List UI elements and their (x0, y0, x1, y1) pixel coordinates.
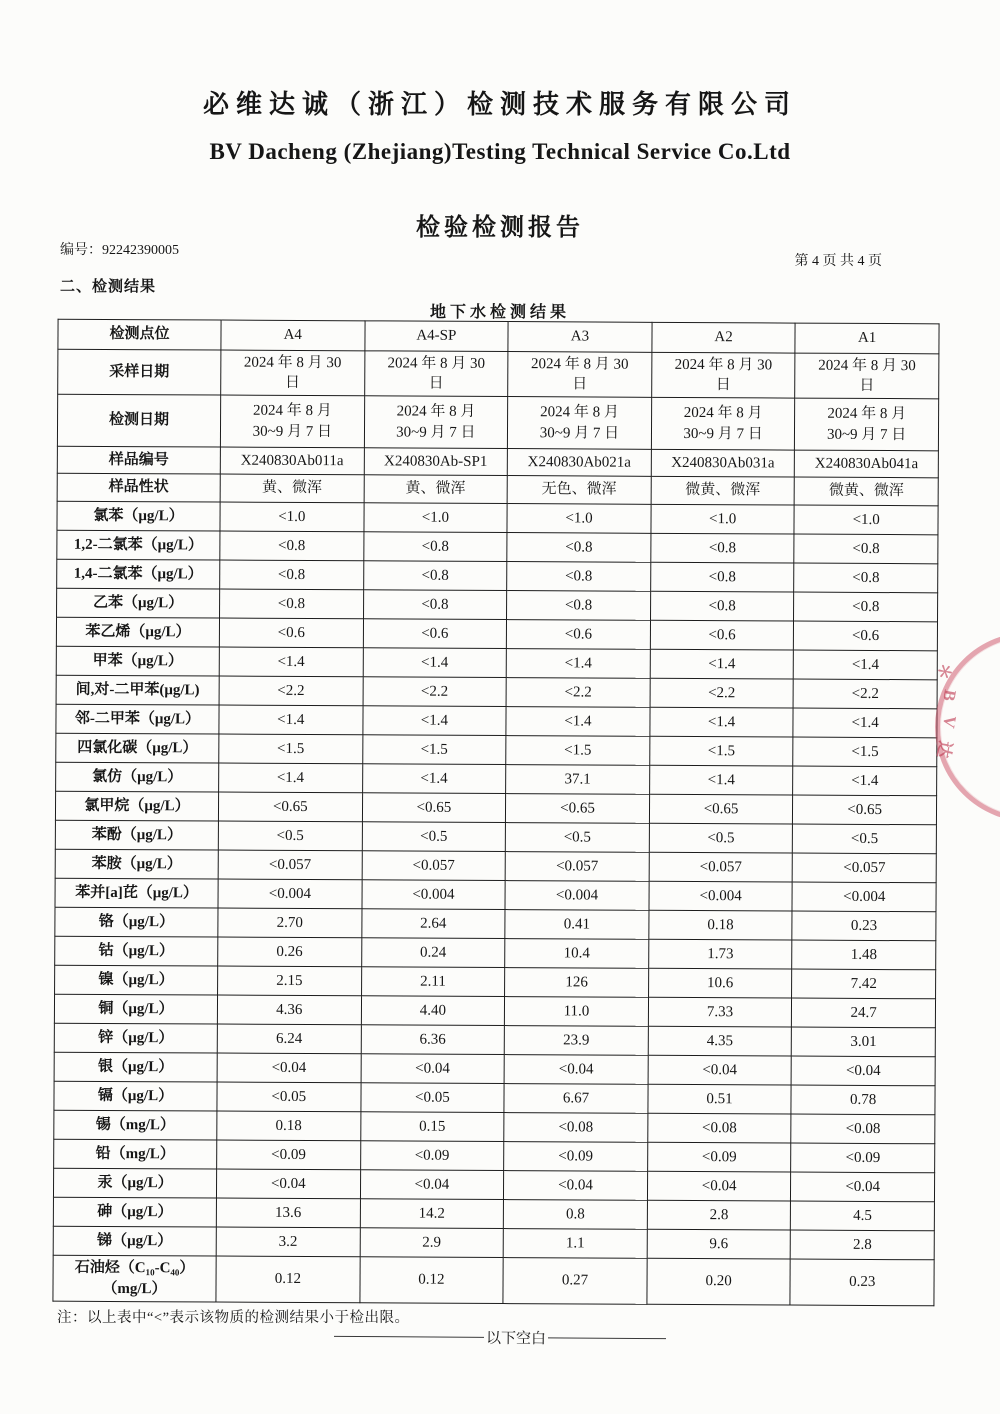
row-label: 检测日期 (57, 394, 220, 447)
table-cell: 126 (505, 968, 649, 998)
table-cell: 0.24 (361, 938, 505, 968)
row-label: 四氯化碳（μg/L） (56, 733, 219, 763)
table-cell: <0.8 (363, 561, 507, 591)
table-cell: <1.4 (362, 764, 506, 794)
table-row (54, 1081, 935, 1115)
table-cell: 10.6 (648, 968, 792, 998)
table-cell: <0.04 (361, 1054, 505, 1084)
table-cell: <0.8 (650, 591, 794, 621)
table-cell: X240830Ab011a (220, 447, 364, 475)
table-row (56, 675, 937, 709)
table-cell: <0.057 (649, 852, 793, 882)
row-label: 砷（μg/L） (53, 1197, 216, 1227)
table-cell: <0.04 (647, 1171, 791, 1201)
row-label: 乙苯（μg/L） (57, 588, 220, 618)
table-cell: <1.5 (362, 735, 506, 765)
row-label: 氯仿（μg/L） (56, 762, 219, 792)
table-row (55, 849, 936, 883)
table-cell: <0.6 (363, 619, 507, 649)
table-cell: <0.65 (649, 794, 793, 824)
table-cell: 1.73 (648, 939, 792, 969)
table-cell: 0.18 (217, 1111, 361, 1141)
table-row (57, 559, 938, 593)
row-label: 检测点位 (58, 319, 221, 350)
table-cell: <0.04 (648, 1055, 792, 1085)
table-cell: X240830Ab021a (507, 449, 651, 477)
row-label: 氯苯（μg/L） (57, 501, 220, 531)
table-cell: <0.05 (217, 1082, 361, 1112)
table-cell: <1.4 (219, 647, 363, 677)
row-label: 镍（μg/L） (55, 965, 218, 995)
table-cell: <0.004 (649, 881, 793, 911)
table-cell: 10.4 (505, 939, 649, 969)
table-cell: A4 (221, 320, 365, 351)
row-label: 石油烃（C₁₀-C₄₀） （mg/L） (53, 1255, 216, 1302)
table-row (53, 1168, 934, 1202)
table-cell: 13.6 (216, 1198, 360, 1228)
row-label: 锌（μg/L） (54, 1023, 217, 1053)
table-cell: 6.36 (361, 1025, 505, 1055)
row-label: 汞（μg/L） (53, 1168, 216, 1198)
table-row (53, 1255, 934, 1306)
table-cell: 0.8 (504, 1200, 648, 1230)
table-row (55, 878, 936, 912)
table-cell: <0.5 (362, 822, 506, 852)
table-cell: <0.057 (505, 852, 649, 882)
table-cell: <0.004 (792, 882, 936, 912)
table-cell: 1.1 (503, 1229, 647, 1259)
table-cell: <0.08 (791, 1114, 935, 1144)
table-cell: <0.04 (360, 1170, 504, 1200)
table-cell: 2024 年 8 月 30 日 (508, 352, 652, 398)
table-cell: 无色、微浑 (507, 476, 651, 505)
table-cell: 2024 年 8 月 30~9 月 7 日 (795, 398, 939, 451)
table-cell: <0.8 (363, 590, 507, 620)
row-label: 1,4-二氯苯（μg/L） (57, 559, 220, 589)
table-cell: 7.42 (792, 969, 936, 999)
table-cell: 0.78 (791, 1085, 935, 1115)
table-cell: <0.04 (217, 1053, 361, 1083)
table-cell: 4.40 (361, 996, 505, 1026)
table-cell: 0.23 (792, 911, 936, 941)
table-cell: <0.8 (507, 562, 651, 592)
table-cell: 2024 年 8 月 30 日 (221, 350, 365, 396)
table-row (58, 319, 939, 354)
stamp-glyph: V (939, 714, 960, 730)
table-cell: <0.8 (794, 592, 938, 622)
table-cell: 37.1 (506, 765, 650, 795)
table-cell: <2.2 (219, 676, 363, 706)
table-cell: <0.8 (507, 533, 651, 563)
table-cell: 0.15 (360, 1112, 504, 1142)
table-cell: <0.08 (648, 1113, 792, 1143)
row-label: 铜（μg/L） (54, 994, 217, 1024)
table-cell: 2.11 (361, 967, 505, 997)
table-cell: X240830Ab041a (795, 450, 939, 478)
table-cell: <0.8 (507, 591, 651, 621)
table-cell: <1.5 (219, 734, 363, 764)
table-cell: <1.4 (650, 707, 794, 737)
table-cell: <0.05 (361, 1083, 505, 1113)
table-row (54, 1052, 935, 1086)
row-label: 邻-二甲苯（μg/L） (56, 704, 219, 734)
table-cell: X240830Ab-SP1 (364, 448, 508, 476)
table-cell: <0.6 (650, 620, 794, 650)
table-cell: <0.004 (505, 881, 649, 911)
table-cell: 11.0 (505, 997, 649, 1027)
table-cell: <0.8 (363, 532, 507, 562)
row-label: 采样日期 (58, 349, 221, 395)
table-row (56, 617, 937, 651)
row-label: 银（μg/L） (54, 1052, 217, 1082)
table-cell: 0.23 (790, 1259, 934, 1306)
table-cell: 黄、微浑 (220, 474, 364, 503)
table-cell: 6.67 (504, 1084, 648, 1114)
table-cell: <0.057 (362, 851, 506, 881)
stamp-glyph: 达 (933, 739, 955, 760)
row-label: 铅（mg/L） (54, 1139, 217, 1169)
table-row (54, 1110, 935, 1144)
table-cell: <2.2 (793, 679, 937, 709)
table-cell: <1.4 (363, 648, 507, 678)
table-cell: <0.65 (793, 795, 937, 825)
table-row (57, 394, 938, 451)
table-cell: <1.4 (794, 650, 938, 680)
table-cell: <1.4 (219, 763, 363, 793)
table-row (54, 994, 935, 1028)
table-cell: 2024 年 8 月 30~9 月 7 日 (220, 395, 364, 448)
table-cell: <0.8 (220, 560, 364, 590)
table-cell: <1.4 (649, 765, 793, 795)
table-cell: 0.51 (648, 1084, 792, 1114)
table-cell: <2.2 (363, 677, 507, 707)
table-row (55, 907, 936, 941)
table-cell: 0.12 (360, 1257, 504, 1304)
table-cell: 2024 年 8 月 30 日 (651, 352, 795, 398)
table-cell: 2.8 (647, 1200, 791, 1230)
table-cell: <1.5 (650, 736, 794, 766)
row-label: 1,2-二氯苯（μg/L） (57, 530, 220, 560)
table-cell: <1.4 (506, 707, 650, 737)
table-row (54, 1023, 935, 1057)
row-label: 苯并[a]芘（μg/L） (55, 878, 218, 908)
table-cell: <1.5 (506, 736, 650, 766)
table-cell: <0.09 (791, 1143, 935, 1173)
table-cell: 3.01 (792, 1027, 936, 1057)
page-indicator: 第 4 页 共 4 页 (794, 254, 882, 269)
table-cell: <0.04 (504, 1055, 648, 1085)
blank-below-label: 以下空白 (485, 1330, 547, 1347)
row-label: 钴（μg/L） (55, 936, 218, 966)
table-cell: 2024 年 8 月 30~9 月 7 日 (651, 397, 795, 450)
table-cell: <1.0 (651, 504, 795, 534)
table-cell: 4.35 (648, 1026, 792, 1056)
table-cell: 4.36 (217, 995, 361, 1025)
table-row (56, 762, 937, 796)
table-cell: <0.6 (794, 621, 938, 651)
table-cell: <0.08 (504, 1113, 648, 1143)
row-label: 苯酚（μg/L） (55, 820, 218, 850)
table-cell: 0.12 (216, 1256, 360, 1303)
table-cell: <1.0 (794, 505, 938, 535)
table-cell: 24.7 (792, 998, 936, 1028)
table-row (53, 1197, 934, 1231)
row-label: 苯胺（μg/L） (55, 849, 218, 879)
row-label: 样品编号 (57, 446, 220, 474)
table-cell: A1 (795, 323, 939, 354)
table-cell: 23.9 (504, 1026, 648, 1056)
row-label: 镉（μg/L） (54, 1081, 217, 1111)
table-cell: 1.48 (792, 940, 936, 970)
row-label: 样品性状 (57, 473, 220, 502)
row-label: 铬（μg/L） (55, 907, 218, 937)
table-cell: 2024 年 8 月 30 日 (795, 353, 939, 399)
table-cell: 微黄、微浑 (794, 477, 938, 506)
table-cell: 黄、微浑 (364, 475, 508, 504)
stamp-glyph: ＊ (933, 661, 955, 682)
table-row (56, 646, 937, 680)
table-row (55, 936, 936, 970)
table-cell: <1.5 (793, 737, 937, 767)
table-cell: <1.4 (793, 766, 937, 796)
table-cell: 2.64 (361, 909, 505, 939)
report-number: 编号：92242390005 (60, 243, 179, 258)
table-cell: <1.0 (507, 504, 651, 534)
table-cell: 2024 年 8 月 30~9 月 7 日 (364, 396, 508, 449)
table-cell: <0.6 (507, 620, 651, 650)
table-note: 注：以上表中“<”表示该物质的检测结果小于检出限。 (57, 1310, 410, 1326)
table-cell: <0.09 (217, 1140, 361, 1170)
table-cell: 0.41 (505, 910, 649, 940)
red-seal-stamp-text (933, 661, 960, 766)
table-cell: <0.8 (651, 533, 795, 563)
right-rule (548, 1337, 666, 1339)
table-cell: <0.09 (360, 1141, 504, 1171)
table-cell: 7.33 (648, 997, 792, 1027)
table-row (55, 965, 936, 999)
table-cell: <0.004 (218, 879, 362, 909)
table-cell: A2 (652, 322, 796, 353)
table-cell: <0.09 (647, 1142, 791, 1172)
table-cell: <0.09 (504, 1142, 648, 1172)
table-cell: <0.5 (649, 823, 793, 853)
table-row (58, 349, 939, 399)
table-cell: <2.2 (650, 678, 794, 708)
table-cell: 3.2 (216, 1227, 360, 1257)
table-row (54, 1139, 935, 1173)
table-cell: <0.8 (220, 531, 364, 561)
table-cell: <0.04 (216, 1169, 360, 1199)
table-cell: <2.2 (506, 678, 650, 708)
blank-below-marker (0, 1323, 1000, 1352)
table-cell: 14.2 (360, 1199, 504, 1229)
table-cell: 0.27 (503, 1258, 647, 1305)
table-row (56, 733, 937, 767)
table-cell: <0.8 (650, 562, 794, 592)
table-cell: <0.04 (791, 1172, 935, 1202)
table-row (56, 704, 937, 738)
table-cell: <1.0 (364, 503, 508, 533)
table-cell: <1.4 (506, 649, 650, 679)
table-cell: <1.0 (220, 502, 364, 532)
table-cell: <1.4 (793, 708, 937, 738)
table-cell: 0.20 (647, 1258, 791, 1305)
row-label: 氯甲烷（μg/L） (55, 791, 218, 821)
table-cell: <0.8 (794, 534, 938, 564)
table-cell: 4.5 (791, 1201, 935, 1231)
results-table-wrap (52, 319, 938, 1307)
table-row (55, 791, 936, 825)
table-cell: <1.4 (650, 649, 794, 679)
table-cell: <0.65 (218, 792, 362, 822)
table-cell: <1.4 (362, 706, 506, 736)
table-cell: <0.8 (220, 589, 364, 619)
table-cell: <0.6 (219, 618, 363, 648)
report-title: 检验检测报告 (416, 215, 584, 241)
table-cell: 2024 年 8 月 30~9 月 7 日 (508, 397, 652, 450)
table-row (55, 820, 936, 854)
stamp-glyph: B (939, 688, 960, 703)
table-cell: A3 (508, 322, 652, 353)
table-cell: <0.04 (791, 1056, 935, 1086)
table-title: 地下水检测结果 (429, 304, 570, 321)
table-cell: 0.26 (218, 937, 362, 967)
table-cell: 0.18 (649, 910, 793, 940)
company-name-en: BV Dacheng (Zhejiang)Testing Technical Service Co.Ltd (209, 139, 791, 164)
table-cell: 9.6 (647, 1229, 791, 1259)
left-rule (334, 1335, 484, 1337)
row-label: 苯乙烯（μg/L） (56, 617, 219, 647)
table-row (53, 1226, 934, 1260)
table-cell: <0.65 (362, 793, 506, 823)
table-cell: <0.8 (794, 563, 938, 593)
table-cell: <0.5 (218, 821, 362, 851)
table-cell: 2.9 (360, 1228, 504, 1258)
table-cell: <0.004 (362, 880, 506, 910)
table-cell: <0.65 (506, 794, 650, 824)
table-cell: 6.24 (217, 1024, 361, 1054)
table-cell: <0.5 (793, 824, 937, 854)
row-label: 间,对-二甲苯(μg/L) (56, 675, 219, 705)
table-cell: 2.8 (791, 1230, 935, 1260)
table-cell: 2024 年 8 月 30 日 (364, 351, 508, 397)
table-cell: <1.4 (219, 705, 363, 735)
row-label: 锡（mg/L） (54, 1110, 217, 1140)
table-cell: <0.057 (218, 850, 362, 880)
section-title: 二、检测结果 (60, 279, 157, 295)
table-row (57, 588, 938, 622)
table-cell: 2.15 (218, 966, 362, 996)
table-cell: <0.057 (793, 853, 937, 883)
company-name-cn: 必维达诚（浙江）检测技术服务有限公司 (202, 90, 797, 119)
table-cell: X240830Ab031a (651, 449, 795, 477)
table-cell: 微黄、微浑 (651, 476, 795, 505)
row-label: 甲苯（μg/L） (56, 646, 219, 676)
row-label: 锑（μg/L） (53, 1226, 216, 1256)
table-cell: 2.70 (218, 908, 362, 938)
table-row (57, 501, 938, 535)
table-row (57, 530, 938, 564)
table-cell: A4-SP (365, 321, 509, 352)
results-table (52, 319, 939, 1307)
table-cell: <0.5 (505, 823, 649, 853)
table-cell: <0.04 (504, 1171, 648, 1201)
